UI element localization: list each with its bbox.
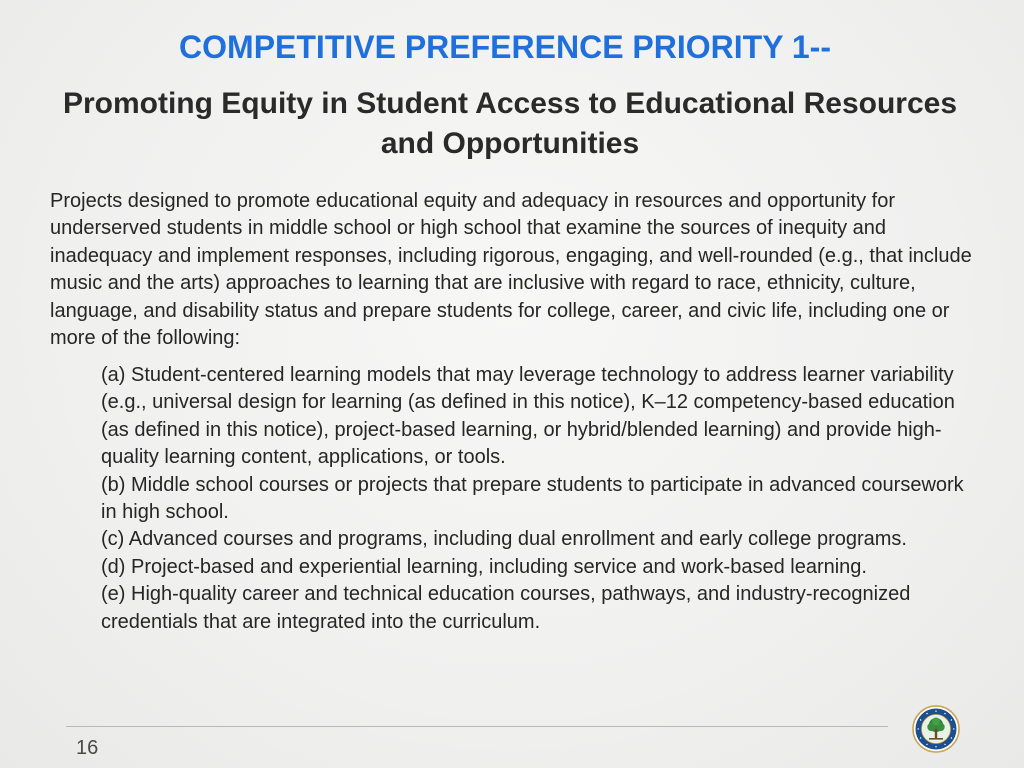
list-item-a: (a) Student-centered learning models that may leverage technology to address learner variability (e.g., universal design for learning (as defined in this notice), K–12 competency-based education (as defined in this notice), project-based learning, or hybrid/blended learning) and provide high-quality learning content, applications, or tools. <box>101 364 955 469</box>
list-item-d: (d) Project-based and experiential learning, including service and work-based learning. <box>101 555 867 578</box>
slide-title: COMPETITIVE PREFERENCE PRIORITY 1-- <box>179 29 831 65</box>
slide-subtitle: Promoting Equity in Student Access to Educational Resources and Opportunities <box>62 87 958 160</box>
page-number: 16 <box>76 737 99 759</box>
department-of-education-seal-icon <box>912 705 960 753</box>
list-item-b: (b) Middle school courses or projects that prepare students to participate in advanced coursework in high school. <box>101 473 964 524</box>
intro-paragraph: Projects designed to promote educational equity and adequacy in resources and opportunity for underserved students in middle school or high school that examine the sources of inequity and inadequacy and implement responses, including rigorous, engaging, and well-rounded (e.g., that include music and the arts) approaches to learning that are inclusive with regard to race, ethnicity, culture, language, and disability status and prepare students for college, career, and civic life, including one or more of the following: <box>50 190 972 350</box>
footer-divider <box>66 726 888 727</box>
list-item-c: (c) Advanced courses and programs, including dual enrollment and early college programs. <box>101 528 907 551</box>
list-item-e: (e) High-quality career and technical education courses, pathways, and industry-recognized credentials that are integrated into the curriculum. <box>101 583 911 633</box>
priority-list <box>101 362 981 636</box>
